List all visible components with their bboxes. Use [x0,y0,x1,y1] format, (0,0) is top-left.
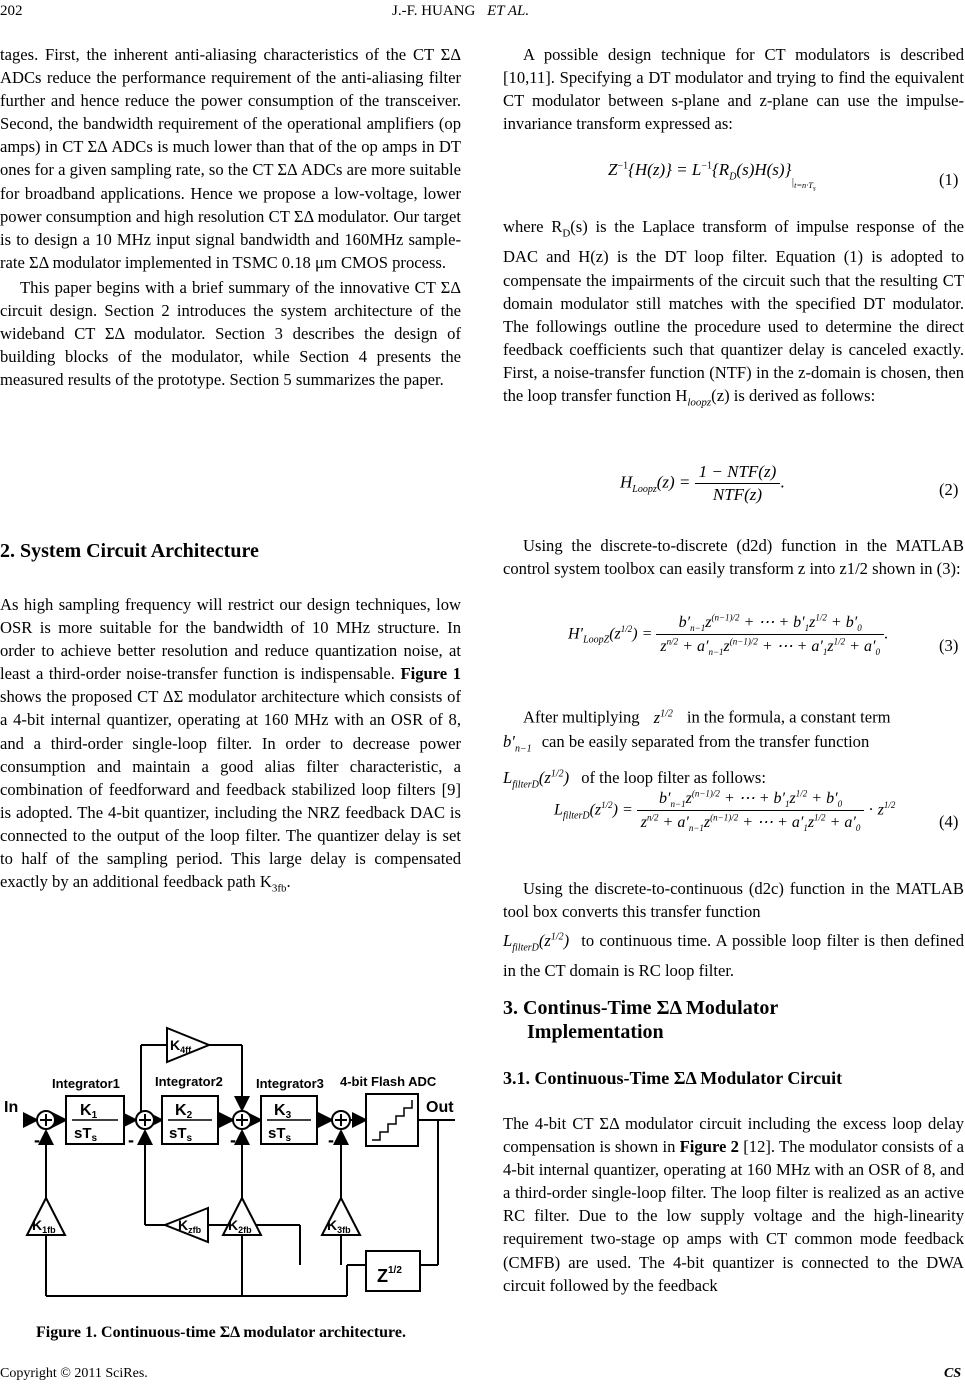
left-column [0,43,461,391]
figure-1-ref: Figure 1 [400,664,461,684]
left-para-1: tages. First, the inherent anti-aliasing characteristics of the CT ΣΔ ADCs reduce the performance requirement of the anti-aliasing filter further and hence reduce the power consumption of the transceiver. Second, the bandwidth requirement of the operational amplifiers (op amps) in CT ΣΔ ADCs is much lower than that of the op amps in DT ones for a given sampling rate, so the CT ΣΔ ADCs are more suitable for broadband applications. Hence we propose a low-voltage, lower power consumption and high resolution CT ΣΔ modulator. Our target is to design a 10 MHz input signal bandwidth and 160MHz sample-rate ΣΔ modulator implemented in TSMC 0.18 μm CMOS process. [0,45,461,272]
right-para-4-line-3: $L_{filterD}(z^{1/2})$ of the loop filter as follows: [503,767,767,790]
adc-label: 4-bit Flash ADC [340,1074,437,1089]
out-label: Out [426,1099,454,1116]
equation-4: $L_{filterD}(z^{1/2})$ = $\frac{b'_{n-1}z^{(n-1)/2} + \cdots + b'_1z^{1/2} + b'_0}{z^{n/2} + a'_{n-1}z^{(n-1)/2} + \cdots + a'_1z^{1/2} + a'_0}$ · $z^{1/2}$ [554,788,896,834]
k1fb-label: $K_{1fb}$ [32,1217,56,1235]
equation-3-number: (3) [939,636,959,655]
k3-label: K3 [274,1102,292,1121]
integrator3-label: Integrator3 [256,1076,324,1091]
left-para-3: As high sampling frequency will restrict our design techniques, low OSR is more suitable for the bandwidth of 10 MHz structure. In order to achieve better resolution and reduce quantization noise, at least a third-order noise-transfer function is indispensable. Figure 1 shows the proposed CT ΔΣ modulator architecture which consists of a 4-bit internal quantizer, operating at 160 MHz with an OSR of 8, and a third-order single-loop filter. In order to decrease power consumption and maintain a good alias filter characteristic, a combination of feedforward and feedback stabilized loop filters [9] is adopted. The 4-bit quantizer, including the NRZ feedback DAC is connected to the output of the loop filter. The quantizer delay is set to half of the sampling period. This large delay is compensated exactly by an additional feedback path $K_{3fb}$. [0,595,461,895]
k2-label: K2 [175,1102,193,1121]
in-label: In [4,1099,19,1116]
k3fb-label: $K_{3fb}$ [327,1217,351,1235]
left-column-2 [0,593,461,901]
header-authors: J.-F. HUANG [392,3,476,19]
right-para-4-line-2: $b'_{n-1}$ can be easily separated from the transfer function [503,731,870,754]
z-delay-label: $Z^{1/2}$ [377,1265,402,1286]
right-para-5-b: $L_{filterD}(z^{1/2})$ to continuous time. A possible loop filter is then defined in the CT domain is RC loop filter. [503,930,964,981]
equation-4-number: (4) [939,812,959,831]
equation-1: $Z^{-1}\{H(z)\} = L^{-1}\{R_D(s)H(s)\}_{|_{t=n\cdot T_s}}$ [608,160,816,193]
minus-sign-1: - [34,1130,40,1150]
equation-2-number: (2) [939,480,959,499]
figure-1-caption: Figure 1. Continuous-time ΣΔ modulator architecture. [36,1324,406,1341]
minus-sign-3: - [230,1130,236,1150]
page-number: 202 [0,3,23,19]
equation-3: $H'_{LoopZ}(z^{1/2})$ = $\frac{b'_{n-1}z^{(n-1)/2} + \cdots + b'_1z^{1/2} + b'_0}{z^{n/2} + a'_{n-1}z^{(n-1)/2} + \cdots + a'_1z^{1/2} + a'_0}$ . [568,612,888,658]
right-para-6: The 4-bit CT ΣΔ modulator circuit including the excess loop delay compensation is shown in Figure 2 [12]. The modulator consists of a 4-bit internal quantizer, operating at 160 MHz with an OSR of 8, and a third-order single-loop filter. The loop filter is realized as an active RC filter. Due to the low supply voltage and the high-linearity requirement two-stage op amps with CT common mode feedback (CMFB) are used. The 4-bit quantizer is connected to the DWA circuit followed by the feedback [503,1114,964,1295]
right-para-2-block [503,215,964,414]
integrator2-label: Integrator2 [155,1074,223,1089]
minus-sign-4: - [328,1130,334,1150]
right-para-2: where $R_D(s)$ is the Laplace transform of impulse response of the DAC and H(z) is the DT loop filter. Equation (1) is adopted to compensate the impairments of the circuit such that the resulting CT domain modulator still matches with the specified DT modulator. The followings outline the procedure used to determine the direct feedback coefficients such that quantizer delay is canceled exactly. First, a noise-transfer function (NTF) in the z-domain is chosen, then the loop transfer function $H_{loopz}(z)$ is derived as follows: [503,217,964,409]
k1-label: K1 [80,1102,98,1121]
integrator1-label: Integrator1 [52,1076,120,1091]
figure-1-diagram [0,1020,465,1320]
section-2-title: 2. System Circuit Architecture [0,540,259,562]
sts-label-1: $sT_s$ [74,1125,98,1144]
right-para-3: Using the discrete-to-discrete (d2d) function in the MATLAB control system toolbox can easily transform z into z1/2 shown in (3): [503,536,964,579]
header-et-al: ET AL. [487,3,530,19]
k4ff-label: $K_{4ff}$ [170,1037,192,1055]
sts-label-3: $sT_s$ [268,1125,292,1144]
footer-journal: CS [944,1366,962,1381]
right-para-5-a: Using the discrete-to-continuous (d2c) function in the MATLAB tool box converts this transfer function [503,879,964,922]
right-para-1: A possible design technique for CT modulators is described [10,11]. Specifying a DT modulator and trying to find the equivalent CT modulator between s-plane and z-plane can use the impulse-invariance transform expressed as: [503,45,964,134]
right-para-1-block [503,43,964,135]
k2fb-label: $K_{2fb}$ [228,1217,252,1235]
right-para-4-line-1: After multiplying $z^{1/2}$ in the formula, a constant term [523,707,891,727]
footer-copyright: Copyright © 2011 SciRes. [0,1366,148,1381]
right-para-5-block [503,877,964,982]
figure-2-ref: Figure 2 [679,1137,739,1157]
right-para-4-block [503,702,964,796]
equation-2: $H_{Loopz}(z)$ = $\frac{\text{1 − NTF(z)}}{\text{NTF(z)}}$ . [620,462,785,504]
right-para-3-block [503,534,964,580]
right-para-6-block [503,1112,964,1297]
running-header [392,3,529,20]
minus-sign-2: - [128,1130,134,1150]
sts-label-2: $sT_s$ [169,1125,193,1144]
kzfb-label: $K_{zfb}$ [178,1217,202,1235]
left-para-2: This paper begins with a brief summary of the innovative CT ΣΔ circuit design. Section 2 introduces the system architecture of the wideband CT ΣΔ modulator. Section 3 describes the design of building blocks of the modulator, while Section 4 presents the measured results of the prototype. Section 5 summarizes the paper. [0,277,461,390]
equation-1-number: (1) [939,170,959,189]
section-3-1-title: 3.1. Continuous-Time ΣΔ Modulator Circuit [503,1068,843,1088]
section-3-title: 3. Continus-Time ΣΔ Modulator Implementation [503,997,779,1043]
